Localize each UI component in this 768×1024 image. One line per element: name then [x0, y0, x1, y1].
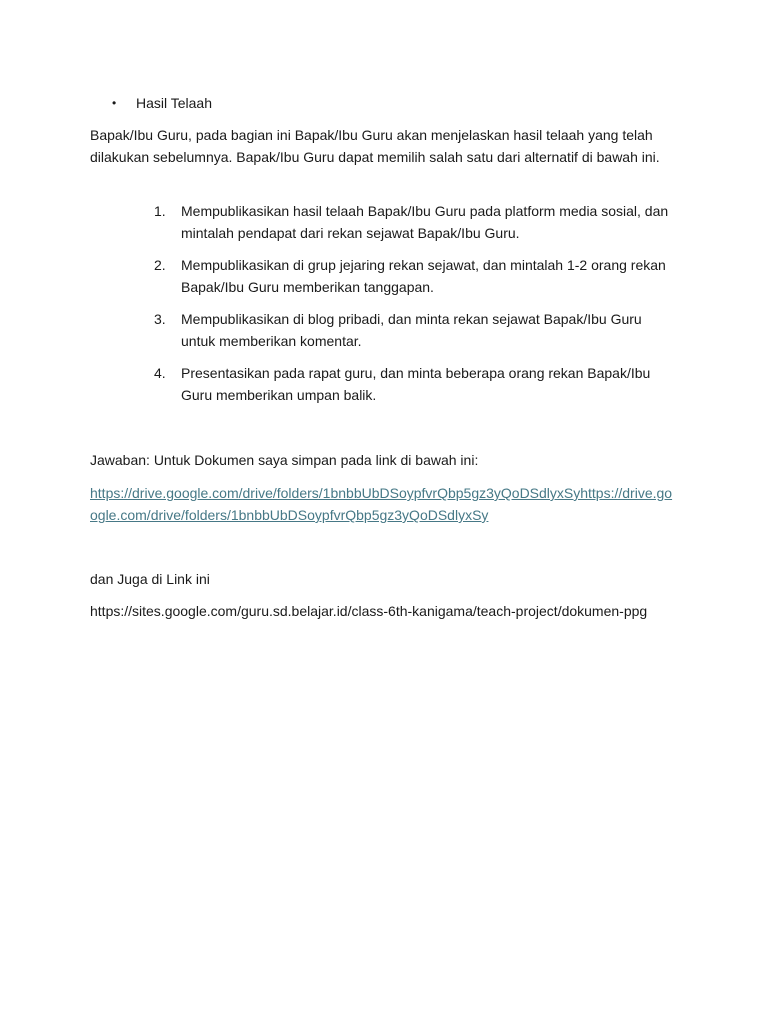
list-item — [154, 308, 678, 352]
alternatives-list — [154, 200, 678, 416]
list-item — [154, 254, 678, 298]
site-url-text: https://sites.google.com/guru.sd.belajar.id/class-6th-kanigama/teach-project/dokumen-ppg — [90, 603, 648, 619]
list-item-number: 3. — [154, 311, 166, 327]
list-item-text: Mempublikasikan hasil telaah Bapak/Ibu Guru pada platform media sosial, dan mintalah pendapat dari rekan sejawat Bapak/Ibu Guru. — [181, 203, 669, 241]
list-item-number: 4. — [154, 365, 166, 381]
drive-folder-link[interactable]: https://drive.google.com/drive/folders/1bnbbUbDSoypfvrQbp5gz3yQoDSdlyxSyhttps://drive.google.com/drive/folders/1bnbbUbDSoypfvrQbp5gz3yQoDSdlyxSy — [90, 485, 673, 523]
list-item-text: Presentasikan pada rapat guru, dan minta beberapa orang rekan Bapak/Ibu Guru memberikan umpan balik. — [181, 365, 651, 403]
list-item-number: 2. — [154, 257, 166, 273]
list-item — [154, 362, 678, 406]
list-item-text: Mempublikasikan di blog pribadi, dan minta rekan sejawat Bapak/Ibu Guru untuk memberikan komentar. — [181, 311, 642, 349]
list-item-number: 1. — [154, 203, 166, 219]
list-item — [154, 200, 678, 244]
bullet-icon: • — [112, 96, 117, 110]
section-heading: Hasil Telaah — [136, 95, 213, 111]
answer-paragraph: Jawaban: Untuk Dokumen saya simpan pada link di bawah ini: — [90, 452, 479, 468]
intro-paragraph: Bapak/Ibu Guru, pada bagian ini Bapak/Ibu Guru akan menjelaskan hasil telaah yang telah dilakukan sebelumnya. Bapak/Ibu Guru dapat memilih salah satu dari alternatif di bawah ini. — [90, 127, 660, 165]
list-item-text: Mempublikasikan di grup jejaring rekan sejawat, dan mintalah 1-2 orang rekan Bapak/Ibu Guru memberikan tanggapan. — [181, 257, 666, 295]
also-paragraph: dan Juga di Link ini — [90, 571, 210, 587]
section-heading-item — [112, 92, 212, 114]
